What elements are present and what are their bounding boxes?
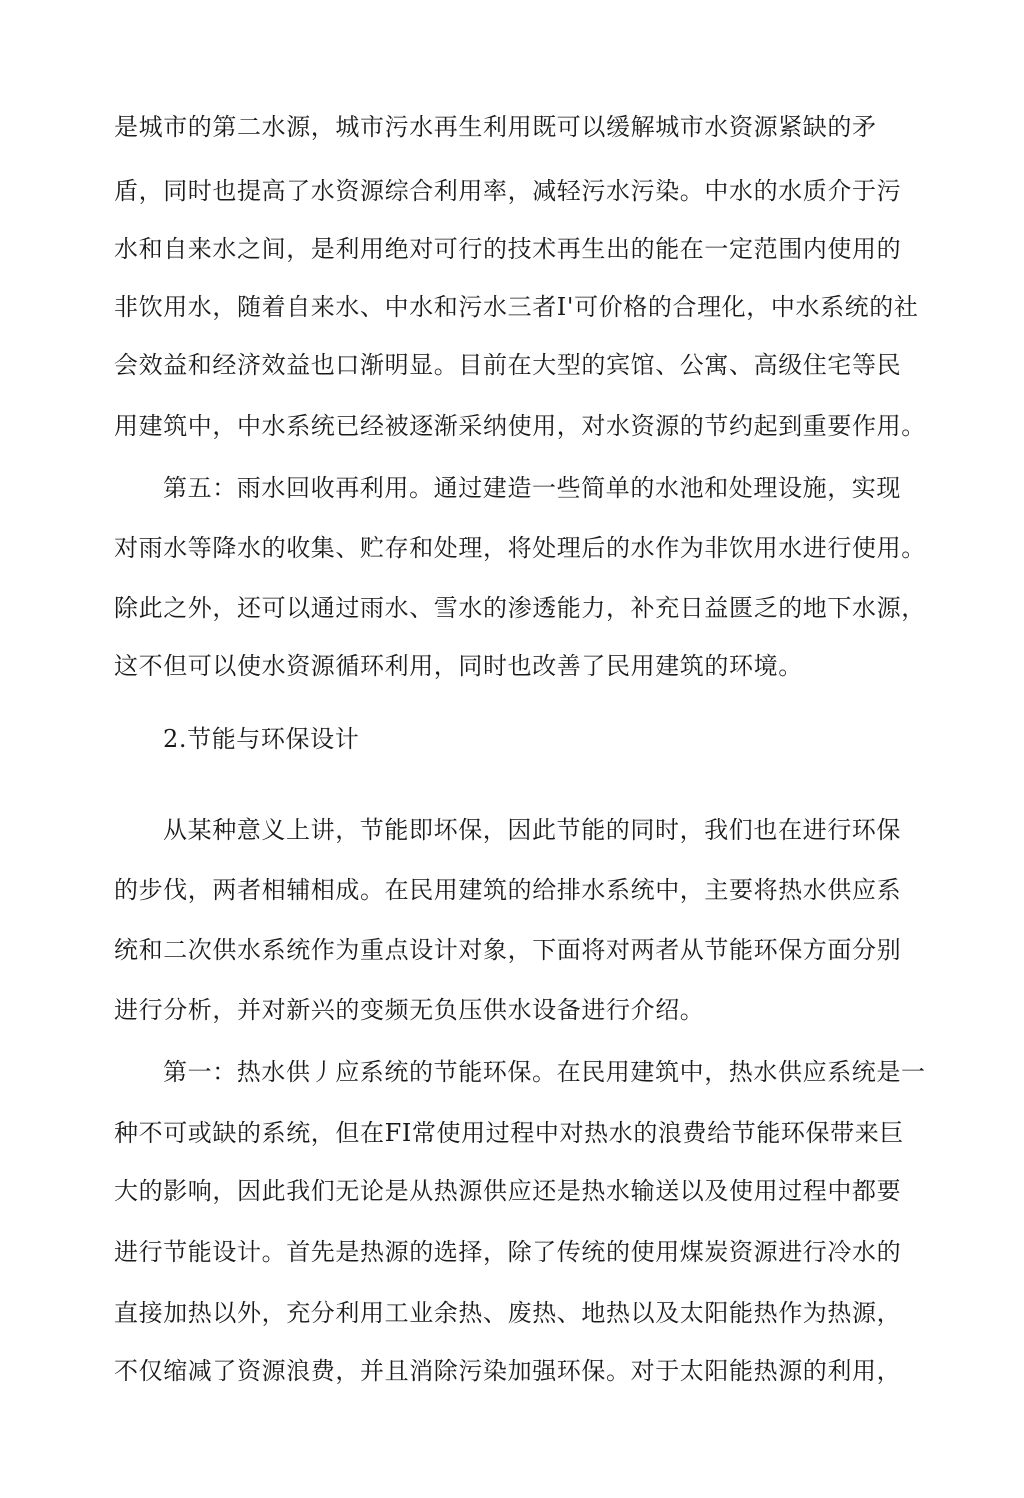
text-line: 用建筑中，中水系统已经被逐渐采纳使用，对水资源的节约起到重要作用。 bbox=[114, 412, 926, 440]
section-heading: 2.节能与环保设计 bbox=[163, 725, 360, 753]
text-line: 大的影响，因此我们无论是从热源供应还是热水输送以及使用过程中都要 bbox=[114, 1177, 902, 1205]
text-line: 从某种意义上讲，节能即坏保，因此节能的同时，我们也在进行环保 bbox=[163, 816, 901, 844]
text-line: 第五：雨水回收再利用。通过建造一些简单的水池和处理设施，实现 bbox=[163, 474, 901, 502]
text-line: 进行节能设计。首先是热源的选择，除了传统的使用煤炭资源进行冷水的 bbox=[114, 1238, 902, 1266]
text-line: 第一：热水供丿应系统的节能环保。在民用建筑中，热水供应系统是一 bbox=[163, 1058, 926, 1086]
text-line: 除此之外，还可以通过雨水、雪水的渗透能力，补充日益匮乏的地下水源， bbox=[114, 594, 926, 622]
text-line: 盾，同时也提高了水资源综合利用率，减轻污水污染。中水的水质介于污 bbox=[114, 177, 902, 205]
text-line: 非饮用水，随着自来水、中水和污水三者I'可价格的合理化，中水系统的社 bbox=[114, 293, 919, 321]
text-line: 会效益和经济效益也口渐明显。目前在大型的宾馆、公寓、高级住宅等民 bbox=[114, 351, 902, 379]
text-line: 水和自来水之间，是利用绝对可行的技术再生出的能在一定范围内使用的 bbox=[114, 235, 902, 263]
text-line: 统和二次供水系统作为重点设计对象，下面将对两者从节能环保方面分别 bbox=[114, 936, 902, 964]
text-line: 的步伐，两者相辅相成。在民用建筑的给排水系统中，主要将热水供应系 bbox=[114, 876, 902, 904]
text-line: 进行分析，并对新兴的变频无负压供水设备进行介绍。 bbox=[114, 996, 705, 1024]
text-line: 这不但可以使水资源循环利用，同时也改善了民用建筑的环境。 bbox=[114, 652, 803, 680]
text-line: 不仅缩减了资源浪费，并且消除污染加强环保。对于太阳能热源的利用， bbox=[114, 1357, 902, 1385]
text-line: 种不可或缺的系统，但在FI常使用过程中对热水的浪费给节能环保带来巨 bbox=[114, 1119, 904, 1147]
text-line: 对雨水等降水的收集、贮存和处理，将处理后的水作为非饮用水进行使用。 bbox=[114, 534, 926, 562]
text-line: 直接加热以外，充分利用工业余热、废热、地热以及太阳能热作为热源， bbox=[114, 1299, 902, 1327]
text-line: 是城市的第二水源，城市污水再生利用既可以缓解城市水资源紧缺的矛 bbox=[114, 113, 877, 141]
